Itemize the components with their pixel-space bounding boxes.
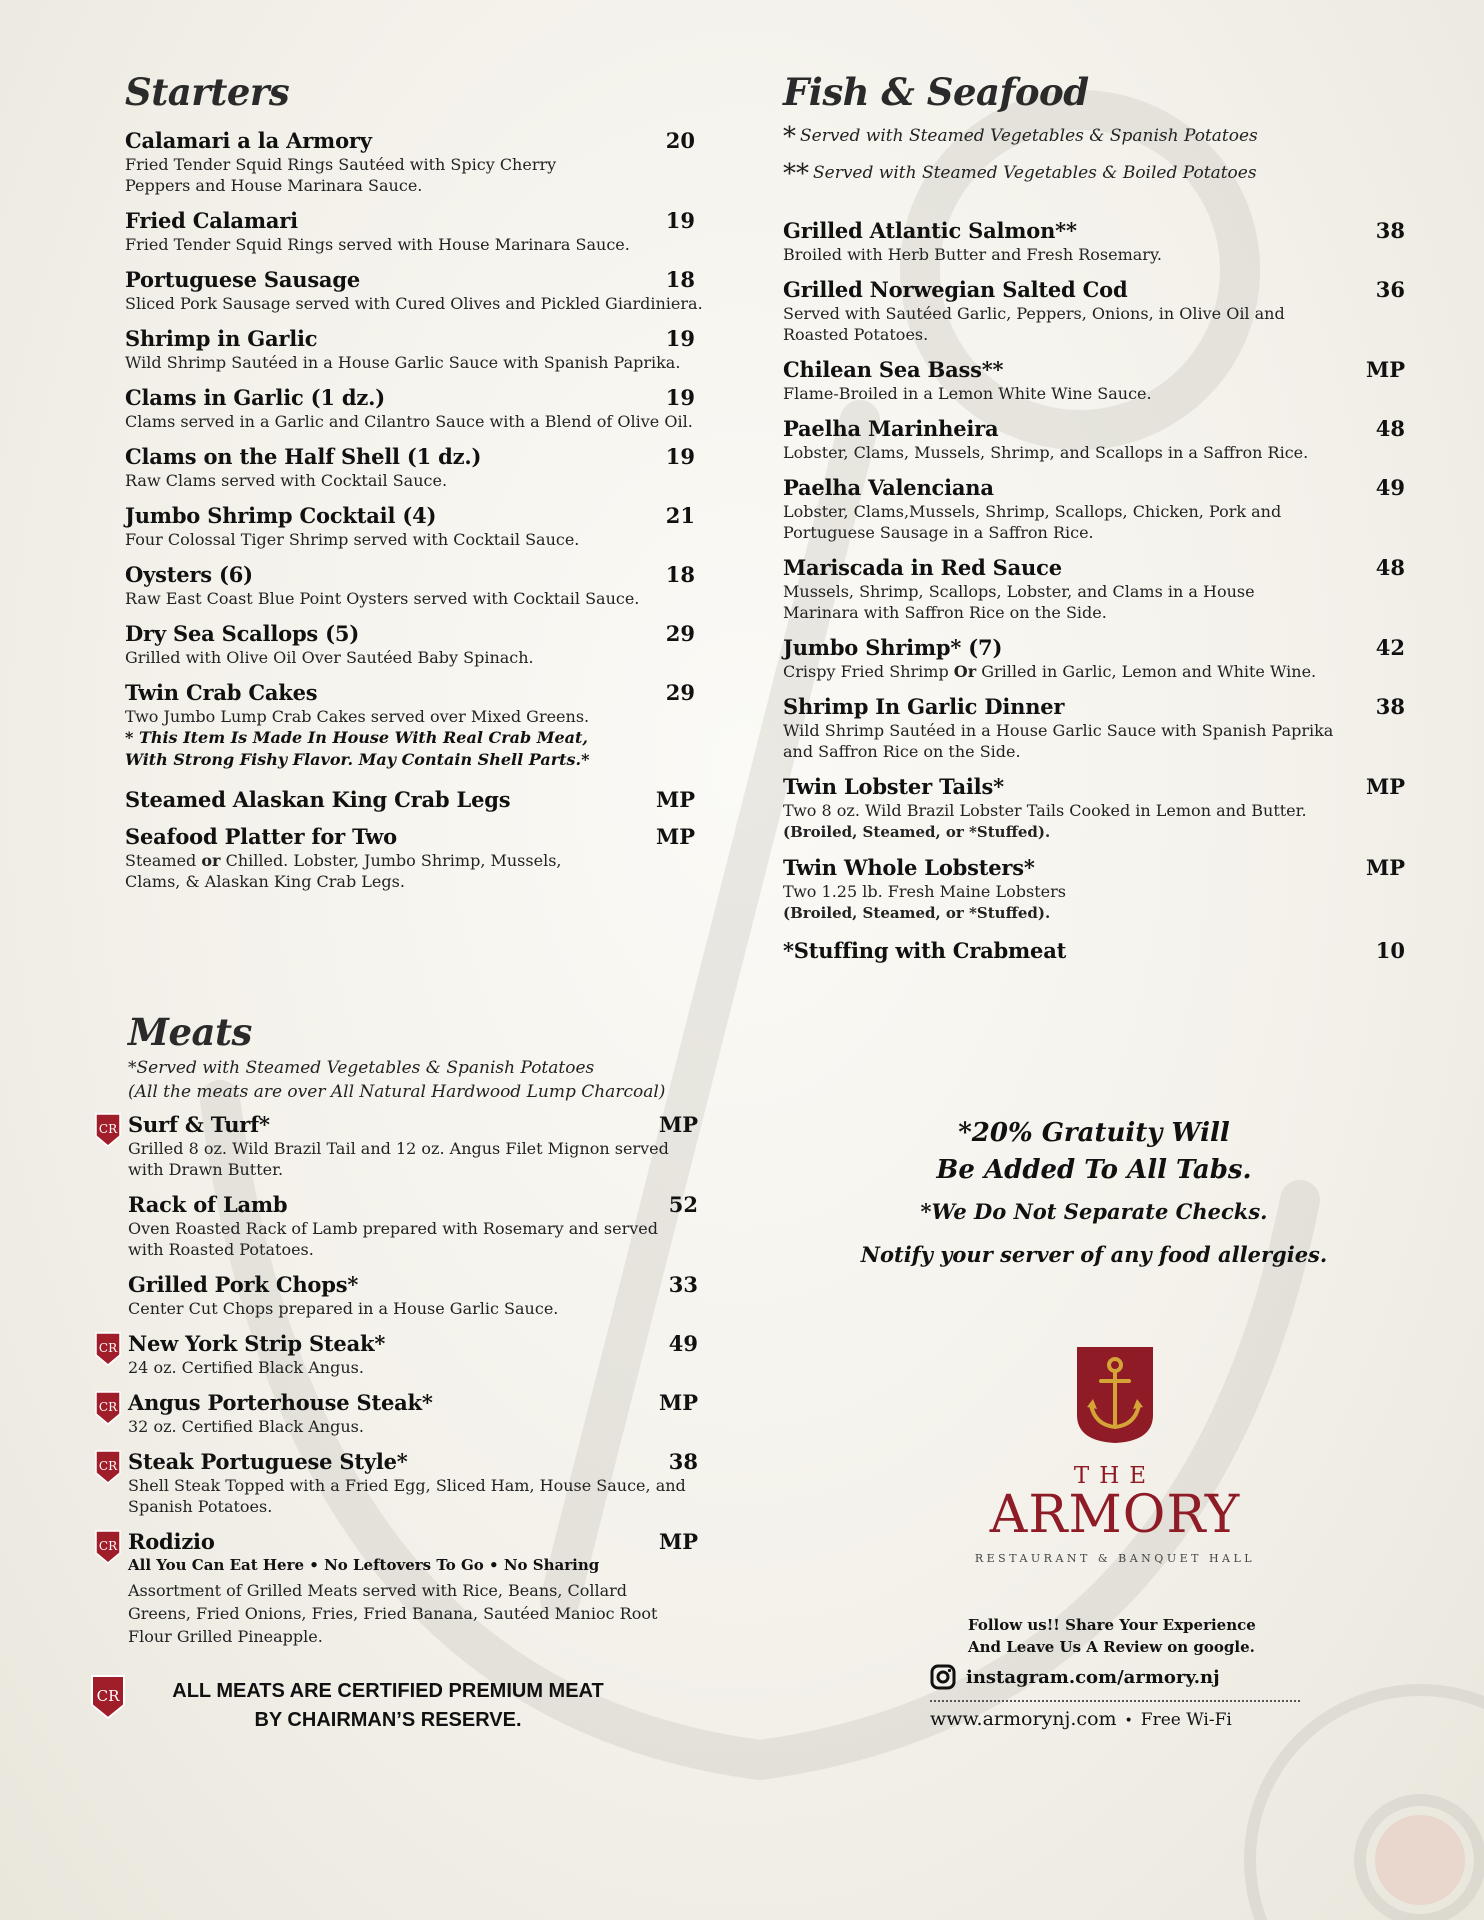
gratuity-notice: Be Added To All Tabs. — [936, 1155, 1252, 1185]
item-price: 29 — [665, 680, 695, 705]
item-desc: Oven Roasted Rack of Lamb prepared with Rosemary and served with Roasted Potatoes. — [128, 1219, 658, 1259]
separator: • — [1124, 1713, 1133, 1729]
menu-item — [783, 774, 1405, 843]
item-name: Paelha Marinheira — [783, 416, 999, 441]
chairmans-reserve-badge-icon — [88, 1673, 128, 1721]
certified-meat-notice — [88, 1673, 648, 1733]
item-desc: Grilled 8 oz. Wild Brazil Tail and 12 oz. Angus Filet Mignon served with Drawn Butter. — [128, 1139, 669, 1179]
instagram-link[interactable] — [930, 1662, 1330, 1692]
chairmans-reserve-badge-icon — [93, 1331, 123, 1367]
website-link[interactable]: www.armorynj.com — [930, 1708, 1117, 1730]
item-name: Twin Whole Lobsters* — [783, 855, 1035, 880]
menu-item — [98, 1390, 698, 1437]
badge-text: CR — [98, 1122, 118, 1136]
item-price: MP — [1365, 855, 1405, 880]
anchor-shield-icon — [1075, 1345, 1155, 1445]
menu-item — [125, 326, 695, 373]
meats-title: Meats — [128, 1010, 252, 1054]
instagram-handle[interactable]: instagram.com/armory.nj — [966, 1666, 1220, 1688]
note-star: * — [783, 122, 796, 152]
wifi-label: Free Wi-Fi — [1140, 1710, 1232, 1730]
menu-item — [125, 621, 695, 668]
cert-line: ALL MEATS ARE CERTIFIED PREMIUM MEAT — [172, 1680, 604, 1702]
divider — [930, 1700, 1300, 1702]
item-desc: Raw Clams served with Cocktail Sauce. — [125, 471, 448, 490]
menu-item — [783, 694, 1405, 762]
item-name: Angus Porterhouse Steak* — [128, 1390, 433, 1415]
meats-section — [98, 1010, 698, 1648]
menu-item — [783, 475, 1405, 543]
item-desc: Wild Shrimp Sautéed in a House Garlic Sauce with Spanish Paprika and Saffron Rice on the Side. — [783, 721, 1334, 761]
item-desc — [125, 850, 595, 892]
item-price: 19 — [665, 385, 695, 410]
menu-item — [125, 824, 695, 892]
menu-item — [783, 635, 1405, 682]
item-desc-part: Chilled. Lobster, Jumbo Shrimp, Mussels, Clams, & Alaskan King Crab Legs. — [125, 851, 562, 891]
menu-item — [783, 416, 1405, 463]
checks-notice: *We Do Not Separate Checks. — [920, 1199, 1268, 1224]
badge-text: CR — [96, 1687, 120, 1705]
item-desc-part: Or — [953, 662, 977, 681]
item-price: MP — [658, 1390, 698, 1415]
follow-line: Follow us!! Share Your Experience — [968, 1616, 1256, 1634]
menu-item — [783, 218, 1405, 265]
item-price: 19 — [665, 326, 695, 351]
badge-text: CR — [98, 1539, 118, 1553]
menu-item — [128, 1272, 698, 1319]
item-desc-part: Steamed — [125, 851, 202, 870]
item-name: Clams on the Half Shell (1 dz.) — [125, 444, 482, 469]
item-name: Jumbo Shrimp* (7) — [783, 635, 1003, 660]
item-name: Dry Sea Scallops (5) — [125, 621, 360, 646]
item-desc: Wild Shrimp Sautéed in a House Garlic Sauce with Spanish Paprika. — [125, 353, 681, 372]
starters-section — [125, 70, 703, 892]
meats-note: (All the meats are over All Natural Hardwood Lump Charcoal) — [128, 1082, 666, 1102]
fish-note — [783, 118, 1405, 155]
item-desc: Two 1.25 lb. Fresh Maine Lobsters — [783, 882, 1066, 901]
item-price: MP — [655, 824, 695, 849]
menu-item — [783, 555, 1405, 623]
item-price: MP — [658, 1112, 698, 1137]
chairmans-reserve-badge-icon — [93, 1112, 123, 1148]
item-desc: Four Colossal Tiger Shrimp served with Cocktail Sauce. — [125, 530, 580, 549]
menu-item — [98, 1449, 698, 1517]
menu-item — [128, 1192, 698, 1260]
item-price: 20 — [665, 128, 695, 153]
menu-item — [125, 385, 695, 432]
note-text: Served with Steamed Vegetables & Spanish Potatoes — [800, 126, 1258, 146]
item-name: Clams in Garlic (1 dz.) — [125, 385, 385, 410]
menu-item — [125, 562, 695, 609]
item-desc: Mussels, Shrimp, Scallops, Lobster, and Clams in a House Marinara with Saffron Rice on the Side. — [783, 582, 1255, 622]
instagram-icon — [930, 1664, 956, 1690]
item-price: 38 — [1375, 694, 1405, 719]
item-name: *Stuffing with Crabmeat — [783, 938, 1067, 963]
fish-title: Fish & Seafood — [783, 70, 1089, 114]
item-price: 49 — [668, 1331, 698, 1356]
item-desc: Flame-Broiled in a Lemon White Wine Sauce. — [783, 384, 1152, 403]
item-name: Shrimp In Garlic Dinner — [783, 694, 1065, 719]
chairmans-reserve-badge-icon — [93, 1390, 123, 1426]
item-price: 21 — [665, 503, 695, 528]
menu-item — [783, 357, 1405, 404]
logo-the: THE — [1073, 1463, 1157, 1489]
item-name: Twin Crab Cakes — [125, 680, 318, 705]
fish-note — [783, 155, 1405, 192]
item-price: 36 — [1375, 277, 1405, 302]
menu-item — [783, 277, 1405, 345]
menu-item — [125, 787, 695, 812]
item-price: 48 — [1375, 555, 1405, 580]
item-desc: Lobster, Clams,Mussels, Shrimp, Scallops, Chicken, Pork and Portuguese Sausage in a Saffron Rice. — [783, 502, 1282, 542]
item-name: Fried Calamari — [125, 208, 298, 233]
item-name: Seafood Platter for Two — [125, 824, 397, 849]
menu-item — [125, 128, 695, 196]
item-desc-part: Grilled in Garlic, Lemon and White Wine. — [976, 662, 1317, 681]
chairmans-reserve-badge-icon — [93, 1529, 123, 1565]
item-desc: Center Cut Chops prepared in a House Garlic Sauce. — [128, 1299, 559, 1318]
item-price: 29 — [665, 621, 695, 646]
item-price: 10 — [1375, 938, 1405, 963]
policy-notices — [783, 1115, 1405, 1268]
item-price: 42 — [1375, 635, 1405, 660]
item-price: 49 — [1375, 475, 1405, 500]
item-name: Grilled Norwegian Salted Cod — [783, 277, 1128, 302]
item-desc: Sliced Pork Sausage served with Cured Olives and Pickled Giardiniera. — [125, 294, 703, 313]
badge-text: CR — [98, 1459, 118, 1473]
item-price: MP — [655, 787, 695, 812]
item-options: (Broiled, Steamed, or *Stuffed). — [783, 904, 1051, 922]
item-name: Rack of Lamb — [128, 1192, 288, 1217]
item-name: Oysters (6) — [125, 562, 253, 587]
item-desc: Broiled with Herb Butter and Fresh Rosemary. — [783, 245, 1162, 264]
item-name: Chilean Sea Bass** — [783, 357, 1004, 382]
chairmans-reserve-badge-icon — [93, 1449, 123, 1485]
item-subtitle: All You Can Eat Here • No Leftovers To Go • No Sharing — [128, 1556, 600, 1574]
item-desc-part: Crispy Fried Shrimp — [783, 662, 954, 681]
item-price: 18 — [665, 562, 695, 587]
item-desc: Raw East Coast Blue Point Oysters served with Cocktail Sauce. — [125, 589, 640, 608]
item-name: Jumbo Shrimp Cocktail (4) — [125, 503, 437, 528]
item-desc: Fried Tender Squid Rings Sautéed with Spicy Cherry Peppers and House Marinara Sauce. — [125, 155, 557, 195]
armory-logo — [950, 1345, 1280, 1575]
logo-name: ARMORY — [989, 1485, 1241, 1545]
menu-item — [125, 680, 695, 771]
item-price: MP — [1365, 357, 1405, 382]
starters-title: Starters — [125, 70, 290, 114]
item-name: Mariscada in Red Sauce — [783, 555, 1062, 580]
menu-item — [125, 444, 695, 491]
item-name: Twin Lobster Tails* — [783, 774, 1004, 799]
badge-text: CR — [98, 1341, 118, 1355]
item-price: 52 — [668, 1192, 698, 1217]
item-name: Calamari a la Armory — [125, 128, 372, 153]
item-name: Paelha Valenciana — [783, 475, 994, 500]
meats-note: *Served with Steamed Vegetables & Spanish Potatoes — [128, 1058, 595, 1078]
item-desc: Lobster, Clams, Mussels, Shrimp, and Scallops in a Saffron Rice. — [783, 443, 1309, 462]
item-name: New York Strip Steak* — [128, 1331, 386, 1356]
item-price: 38 — [668, 1449, 698, 1474]
item-name: Shrimp in Garlic — [125, 326, 318, 351]
note-star: ** — [783, 159, 809, 189]
item-desc: 24 oz. Certified Black Angus. — [128, 1358, 364, 1377]
menu-item — [125, 267, 703, 314]
item-desc — [783, 661, 1405, 682]
item-desc: Served with Sautéed Garlic, Peppers, Onions, in Olive Oil and Roasted Potatoes. — [783, 304, 1285, 344]
item-desc: 32 oz. Certified Black Angus. — [128, 1417, 364, 1436]
cert-line: BY CHAIRMAN’S RESERVE. — [254, 1709, 522, 1731]
item-desc: Two 8 oz. Wild Brazil Lobster Tails Cooked in Lemon and Butter. — [783, 801, 1307, 820]
item-price: 38 — [1375, 218, 1405, 243]
menu-item — [98, 1331, 698, 1378]
item-desc: Two Jumbo Lump Crab Cakes served over Mixed Greens. — [125, 707, 590, 726]
follow-us — [930, 1614, 1310, 1658]
menu-item — [98, 1529, 698, 1648]
logo-subtitle: RESTAURANT & BANQUET HALL — [974, 1552, 1256, 1565]
item-desc: Clams served in a Garlic and Cilantro Sauce with a Blend of Olive Oil. — [125, 412, 693, 431]
item-price: 48 — [1375, 416, 1405, 441]
item-name: Steamed Alaskan King Crab Legs — [125, 787, 511, 812]
note-text: Served with Steamed Vegetables & Boiled Potatoes — [813, 163, 1257, 183]
badge-text: CR — [98, 1400, 118, 1414]
item-note: With Strong Fishy Flavor. May Contain Shell Parts.* — [125, 750, 590, 769]
gratuity-notice: *20% Gratuity Will — [958, 1118, 1230, 1148]
item-price: 33 — [668, 1272, 698, 1297]
item-desc: Shell Steak Topped with a Fried Egg, Sliced Ham, House Sauce, and Spanish Potatoes. — [128, 1476, 686, 1516]
menu-item — [783, 938, 1405, 963]
item-note: * This Item Is Made In House With Real Crab Meat, — [125, 728, 588, 747]
item-name: Portuguese Sausage — [125, 267, 360, 292]
item-name: Rodizio — [128, 1529, 215, 1554]
item-name: Grilled Atlantic Salmon** — [783, 218, 1077, 243]
website-line — [930, 1708, 1330, 1730]
fish-seafood-section — [783, 70, 1405, 963]
item-price: 19 — [665, 208, 695, 233]
item-desc-part: or — [201, 851, 221, 870]
allergy-notice: Notify your server of any food allergies. — [860, 1242, 1328, 1267]
item-name: Grilled Pork Chops* — [128, 1272, 359, 1297]
item-price: 18 — [665, 267, 695, 292]
follow-line: And Leave Us A Review on google. — [968, 1638, 1255, 1656]
item-desc: Fried Tender Squid Rings served with House Marinara Sauce. — [125, 235, 630, 254]
item-name: Steak Portuguese Style* — [128, 1449, 408, 1474]
item-name: Surf & Turf* — [128, 1112, 270, 1137]
item-options: (Broiled, Steamed, or *Stuffed). — [783, 823, 1051, 841]
item-desc: Grilled with Olive Oil Over Sautéed Baby Spinach. — [125, 648, 534, 667]
item-price: 19 — [665, 444, 695, 469]
menu-item — [783, 855, 1405, 924]
item-price: MP — [658, 1529, 698, 1554]
item-price: MP — [1365, 774, 1405, 799]
menu-item — [98, 1112, 698, 1180]
item-desc: Assortment of Grilled Meats served with Rice, Beans, Collard Greens, Fried Onions, Fries, Fried Banana, Sautéed Manioc Root Flour Grilled Pineapple. — [128, 1581, 658, 1646]
menu-item — [125, 208, 695, 255]
menu-item — [125, 503, 695, 550]
